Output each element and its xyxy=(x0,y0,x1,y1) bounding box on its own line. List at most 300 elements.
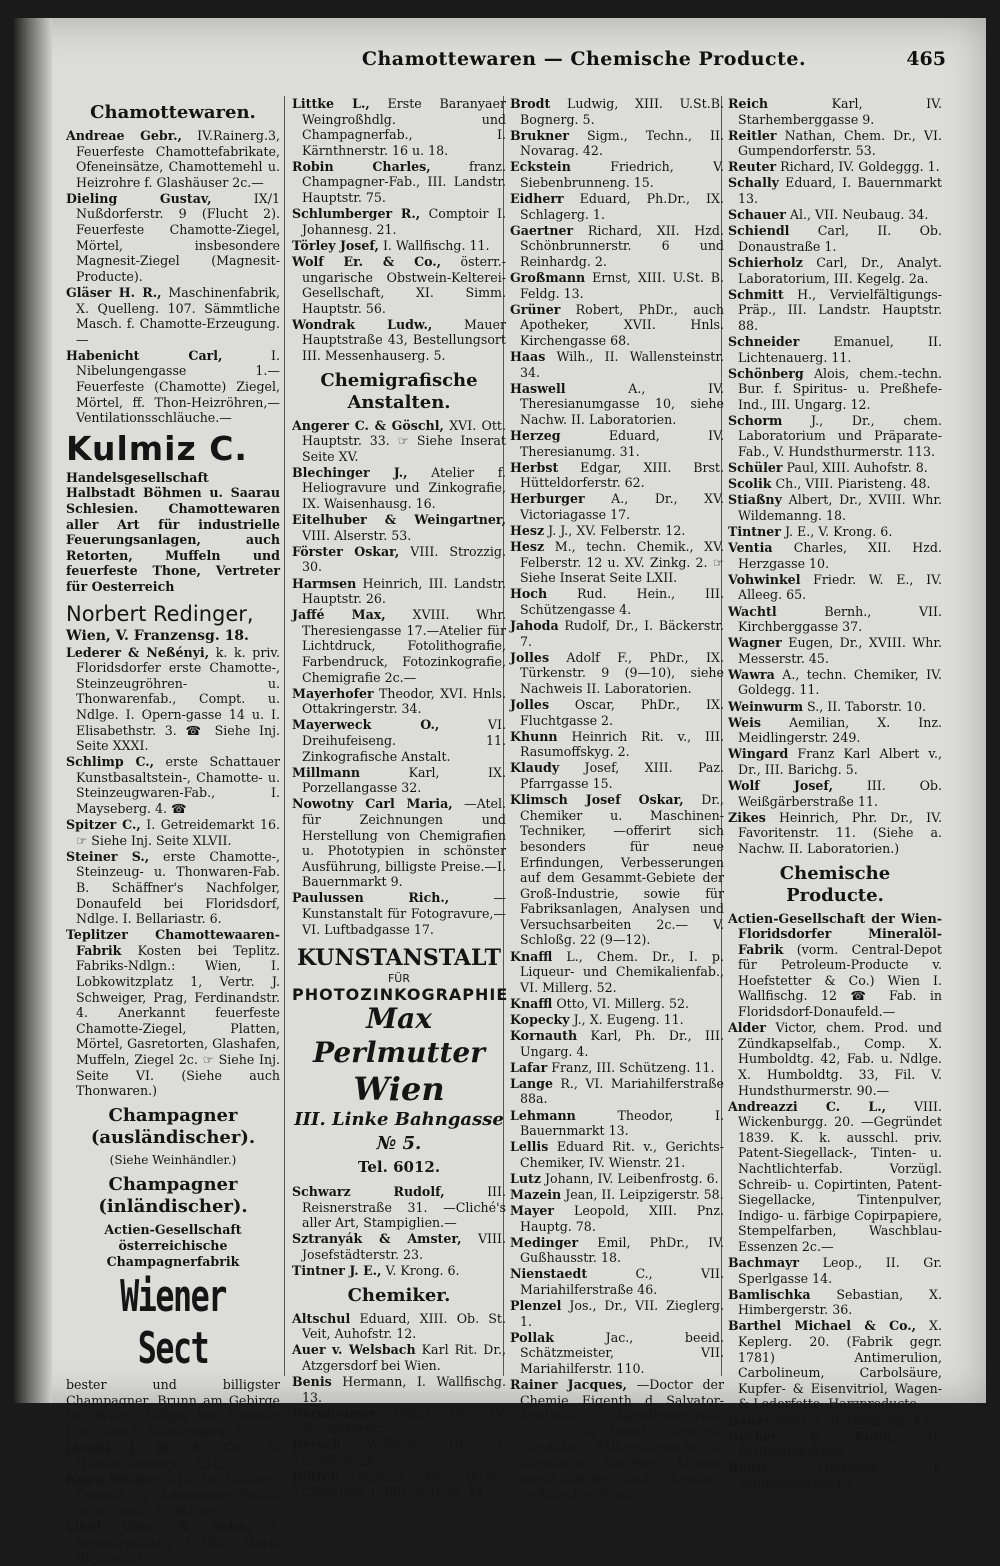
entry-text: Charles, XII. Hzd. Herzgasse 10. xyxy=(738,540,942,571)
entry-text: Eduard, Ph.Dr., IX. Schlagerg. 1. xyxy=(520,191,724,222)
entry-text: Kosten bei Teplitz. Fabriks-Ndlgn.: Wien, I. Lobkowitzplatz 1, Vertr. J. Schweiger, Prag, Ferdinandstr. 4. Anerkannt feuerfeste Chamotte-Ziegel, Platten, Mörtel, Gasretorten, Glashafen, Muffeln, Ziegel 2c. ☞ Siehe Inj. Seite VI. (Siehe auch Thonwaren.) xyxy=(76,942,280,1099)
entry-name: Weis xyxy=(728,714,762,730)
entry-text: A., techn. Chemiker, IV. Goldegg. 11. xyxy=(738,666,942,698)
entry-list xyxy=(66,128,280,426)
directory-entry xyxy=(292,686,506,717)
entry-name: Nienstaedt xyxy=(510,1266,588,1282)
entry-name: Mayer xyxy=(510,1203,555,1219)
entry-name: Bachmayr xyxy=(728,1255,800,1271)
directory-entry xyxy=(292,1374,506,1405)
entry-text: V. Krong. 6. xyxy=(381,1262,460,1278)
entry-name: Bauer xyxy=(728,1412,771,1428)
entry-name: Gaertner xyxy=(510,222,574,238)
directory-entry xyxy=(510,1139,724,1170)
entry-name: Schlimp C., xyxy=(66,754,155,770)
directory-entry xyxy=(510,523,724,539)
entry-text: Josef, XIII. Paz. Pfarrgasse 15. xyxy=(520,760,724,792)
directory-entry xyxy=(510,1298,724,1329)
entry-name: Jolles xyxy=(510,697,550,713)
directory-entry xyxy=(66,927,280,1099)
directory-entry xyxy=(292,1311,506,1342)
entry-text: Hermann, I. Wallfischgasse 13. xyxy=(738,1460,942,1491)
entry-name: Brodt xyxy=(510,96,551,111)
entry-name: Blechinger J., xyxy=(292,464,408,480)
entry-text: XVI. Ott. Hauptstr. 33. ☞ Siehe Inserat Seite XV. xyxy=(302,417,506,464)
directory-entry xyxy=(510,223,724,270)
directory-entry xyxy=(728,1318,942,1412)
page-header: Chamottewaren — Chemische Producte. xyxy=(361,48,807,70)
entry-text: VIII. Alserstr. 53. xyxy=(302,527,412,543)
entry-text: J. J., XV. Felberstr. 12. xyxy=(544,523,686,539)
directory-entry xyxy=(292,796,506,890)
directory-entry xyxy=(292,254,506,316)
entry-name: Habenicht Carl, xyxy=(66,347,223,363)
entry-name: Törley Josef, xyxy=(292,237,379,253)
entry-text: Rud. Hein., III. Schützengasse 4. xyxy=(520,586,724,617)
entry-text: Emanuel, II. Lichtenauerg. 11. xyxy=(738,333,942,365)
entry-text: J., X. Eugeng. 11. xyxy=(569,1011,684,1027)
directory-entry xyxy=(66,645,280,754)
entry-list xyxy=(292,1184,506,1279)
entry-name: Barthel Michael & Co., xyxy=(728,1318,917,1334)
entry-text: Eugen, Dr., XVIII. Whr. Messerstr. 45. xyxy=(738,635,942,666)
entry-text: C., VII. Mariahilferstraße 46. xyxy=(520,1266,724,1298)
entry-text: Hermann, I. Wallfischg. 13. xyxy=(302,1373,506,1405)
entry-name: Lutz xyxy=(510,1170,541,1186)
entry-name: Sztranyák & Amster, xyxy=(292,1231,462,1247)
entry-name: Plenzel xyxy=(510,1298,562,1314)
entry-list xyxy=(728,96,942,857)
directory-entry xyxy=(728,572,942,603)
entry-name: Ventia xyxy=(728,540,773,556)
entry-text: IX/1 Nußdorferstr. 9 (Flucht 2). Feuerfeste Chamotte-Ziegel, Mörtel, insbesondere Magnesit-Ziegel (Magnesit-Producte). xyxy=(76,190,280,284)
entry-name: Kopecky xyxy=(510,1011,570,1027)
directory-entry xyxy=(510,302,724,349)
directory-entry xyxy=(510,1187,724,1203)
entry-text: —Doctor der Chemie, Eigenth. d. Salvator-Apotheke, I. Kärnthnerstraße 22, k. k. beeid. Gerichts-Chemiker. Mikroskopische u. chemische Analysen, Lösung medicinischer und chemisch technischer Fragen.— xyxy=(520,1377,724,1502)
entry-name: Wachtl xyxy=(728,603,777,619)
entry-text: Karl, IV. Starhemberggasse 9. xyxy=(738,96,942,127)
directory-entry xyxy=(510,586,724,617)
kulmiz-text: Handelsgesellschaft Halbstadt Böhmen u. Saarau Schlesien. Chamottewaren aller Art für industrielle Feuerungsanlagen, auch Retorten, Muffeln und feuerfeste Thone, Vertreter für Oesterreich xyxy=(66,469,280,594)
entry-name: Großmann xyxy=(510,270,586,286)
directory-entry xyxy=(728,223,942,254)
entry-text: XIX. Ob Döbling, Donaug. 1. Champagner-Fabrik unter franz. Principien. xyxy=(76,1471,281,1518)
entry-text: Theodor, I. Bauernmarkt 13. xyxy=(520,1107,724,1139)
directory-entry xyxy=(510,1377,724,1502)
directory-entry xyxy=(510,1028,724,1059)
entry-name: Grüner xyxy=(510,301,561,317)
directory-entry xyxy=(510,650,724,697)
entry-list xyxy=(292,418,506,938)
entry-name: Reitler xyxy=(728,127,777,143)
actien-text: Actien-Gesellschaft österreichische Champagnerfabrik xyxy=(104,1222,242,1269)
directory-entry xyxy=(66,348,280,426)
entry-text: Albert, Dr., XVIII. Whr. Wildemanng. 18. xyxy=(738,492,942,523)
entry-name: Schierholz xyxy=(728,254,803,270)
entry-text: Atelier f. Heliogravure und Zinkografie, IX. Waisenhausg. 16. xyxy=(302,464,506,512)
entry-text: J., Dr., chem. Laboratorium und Präparate-Fab., V. Hundsthurmerstr. 113. xyxy=(738,412,942,460)
entry-name: Steiner S., xyxy=(66,848,150,864)
entry-text: Sigm., Techn., II. Novarag. 42. xyxy=(520,127,724,159)
directory-entry xyxy=(292,206,506,237)
entry-name: Jolles xyxy=(510,649,550,665)
directory-entry xyxy=(292,717,506,764)
entry-list xyxy=(510,96,724,1502)
entry-name: Angerer C. & Göschl, xyxy=(292,417,444,433)
entry-name: Liebl Vinc. & Sohn, xyxy=(66,1518,251,1534)
entry-name: Kornauth xyxy=(510,1028,578,1044)
entry-text: Carl, Dr., Analyt. Laboratorium, III. Kegelg. 2a. xyxy=(738,254,942,286)
directory-entry xyxy=(66,849,280,927)
entry-name: Haswell xyxy=(510,380,566,396)
entry-name: Tintner xyxy=(728,524,781,540)
entry-text: Robert, PhDr., auch Apotheker, XVII. Hnls. Kirchengasse 68. xyxy=(520,301,724,348)
entry-text: Paul, XIII. Auhofstr. 8. xyxy=(782,460,928,476)
entry-text: Comptoir I. Johannesg. 21. xyxy=(302,206,506,237)
entry-text: H., Vervielfältigungs-Präp., III. Landstr. Hauptstr. 88. xyxy=(738,286,942,333)
directory-entry xyxy=(66,817,280,848)
entry-list xyxy=(728,911,942,1492)
entry-text: Nathan, Chem. Dr., VI. Gumpendorferstr. 53. xyxy=(738,127,942,159)
entry-text: Wilhelm, Dr., I. Giselastraße 5. xyxy=(302,1437,506,1468)
directory-entry xyxy=(510,792,724,948)
directory-entry xyxy=(66,128,280,190)
entry-text: Karl, IX. Porzellangasse 32. xyxy=(302,764,506,796)
directory-entry xyxy=(510,460,724,491)
directory-entry xyxy=(510,128,724,159)
entry-name: Alder xyxy=(728,1020,767,1036)
directory-entry xyxy=(510,270,724,301)
directory-entry xyxy=(292,512,506,543)
entry-name: Schauer xyxy=(728,207,786,223)
entry-name: Hoch xyxy=(510,586,548,602)
directory-entry xyxy=(510,697,724,728)
book-spine xyxy=(14,18,52,1403)
entry-text: Friedrich, V. Siebenbrunneng. 15. xyxy=(520,159,724,190)
directory-entry xyxy=(728,524,942,540)
directory-entry xyxy=(728,334,942,365)
entry-text: Richard, IV. Goldeggg. 1. xyxy=(776,159,940,175)
entry-text: VIII. Josefstädterstr. 23. xyxy=(302,1231,506,1262)
entry-text: I. Wallfischg. 11. xyxy=(378,237,490,253)
entry-text: Jean, II. Leipzigerstr. 58. xyxy=(561,1186,724,1202)
entry-text: erste Schattauer Kunstbasaltstein-, Chamotte- u. Steinzeugwaren-Fab., I. Mayseberg. 4. ☎ xyxy=(76,754,280,816)
entry-name: Jaffé Max, xyxy=(292,607,386,623)
directory-entry xyxy=(728,413,942,460)
entry-name: Herbst xyxy=(510,459,559,475)
ad-line-kunstanstalt: KUNSTANSTALT xyxy=(296,945,502,972)
entry-name: Andreae Gebr., xyxy=(66,128,182,143)
directory-entry xyxy=(292,238,506,254)
directory-entry xyxy=(66,191,280,285)
entry-name: Actien-Gesellschaft der Wien-Floridsdorfer Mineralöl-Fabrik xyxy=(728,910,942,957)
directory-entry xyxy=(292,465,506,512)
entry-text: Carl, II. Ob. Donaustraße 1. xyxy=(738,223,942,254)
entry-text: Theodor, XVI. Hnls. Ottakringerstr. 34. xyxy=(302,685,506,717)
entry-text: Friedr. W. E., IV. Alleeg. 65. xyxy=(738,571,942,603)
entry-text: Ch., VIII. Piaristeng. 48. xyxy=(771,476,931,492)
entry-text: Josef, X. Rothenhofg. 43. xyxy=(770,1412,933,1428)
wiener-sect-title: Wiener Sect xyxy=(120,1271,226,1375)
entry-name: Knaffl xyxy=(510,948,553,964)
entry-text: Otto, VI. Millerg. 52. xyxy=(552,995,689,1011)
directory-entry xyxy=(728,911,942,1020)
entry-name: Schiendl xyxy=(728,223,790,239)
entry-name: Wolf Josef, xyxy=(728,778,833,794)
redinger-name: Norbert Redinger, xyxy=(66,601,254,626)
entry-name: Wolf Er. & Co., xyxy=(292,253,442,269)
entry-text: Oscar, PhDr., IX. Fluchtgasse 2. xyxy=(520,697,724,728)
directory-entry xyxy=(728,96,942,127)
directory-entry xyxy=(292,317,506,364)
directory-entry xyxy=(728,1099,942,1255)
directory-entry xyxy=(728,175,942,206)
entry-text: Heinrich Rit. v., III. Rasumoffskyg. 2. xyxy=(520,728,724,760)
directory-entry xyxy=(510,539,724,586)
directory-entry xyxy=(728,1460,942,1491)
entry-text: Johann, IV. Leibenfrostg. 6. xyxy=(540,1170,719,1186)
directory-entry xyxy=(510,191,724,222)
directory-entry xyxy=(728,1020,942,1098)
entry-text: VIII. Wickenburgg. 20. —Gegründet 1839. K. k. ausschl. priv. Patent-Siegellack-, Tinten- u. Nachtlichterfab. Vorzügl. Schreib- u. Copirtinten, Patent-Siegellacke, Tintenpulver, Indigo- u. färbige Copirpapiere, Stempelfarben, Waschblau-Essenzen 2c.— xyxy=(738,1098,942,1254)
wiener-sect-text: bester und billigster Champagner, Brunn am Gebirge bei Wien.—Ndlge. bei Theodor Etti, Wien I. Akademiestr. 1. xyxy=(66,1377,280,1439)
entry-text: A., Dr., XV. Victoriagasse 17. xyxy=(520,491,724,522)
entry-name: Wawra xyxy=(728,666,775,682)
directory-entry xyxy=(66,1472,280,1519)
entry-name: Teplitzer Chamottewaaren-Fabrik xyxy=(66,927,280,958)
entry-name: Hesz xyxy=(510,539,545,555)
directory-entry xyxy=(728,492,942,523)
entry-name: Lederer & Neßényi, xyxy=(66,644,210,660)
directory-entry xyxy=(292,544,506,575)
entry-name: Medinger xyxy=(510,1234,579,1250)
directory-entry xyxy=(292,1263,506,1279)
entry-name: Gläser H. R., xyxy=(66,284,162,300)
directory-entry xyxy=(510,996,724,1012)
column-4 xyxy=(728,96,942,1492)
entry-text: Oskar, Dr., IV. Technikerstr. 5. xyxy=(302,1405,506,1437)
entry-name: Herzeg xyxy=(510,427,561,443)
entry-text: Franz Karl Albert v., Dr., III. Barichg. 5. xyxy=(738,746,942,777)
entry-name: Schorm xyxy=(728,412,783,428)
entry-text: Bernh., VII. Kirchberggasse 37. xyxy=(738,603,942,635)
entry-text: Rudolf, Dr., I. Bäckerstr. 7. xyxy=(520,618,724,649)
entry-name: Khunn xyxy=(510,728,558,744)
entry-name: Becker & Kohn, xyxy=(728,1428,896,1444)
entry-text: III. Reisnerstraße 31. —Cliché's aller Art, Stampiglien.— xyxy=(302,1183,507,1231)
directory-entry xyxy=(510,1108,724,1139)
entry-name: Rainer Jacques, xyxy=(510,1377,627,1393)
entry-name: Wagner xyxy=(728,635,782,651)
directory-page xyxy=(14,18,986,1566)
entry-text: —Atel. für Zeichnungen und Herstellung von Chemigrafien u. Phototypien in schönster Ausführung, billigste Preise.—I. Bauernmarkt 9. xyxy=(302,796,506,890)
entry-name: Pollak xyxy=(510,1329,554,1345)
entry-text: X. Keplerg. 20. (Fabrik gegr. 1781) Antimerulion, Carbolineum, Carbolsäure, Kupfer- & Eisenvitriol, Wagen- & Lederfette, Harzproducte. xyxy=(738,1318,942,1412)
entry-name: Schneider xyxy=(728,333,800,349)
directory-entry xyxy=(510,1060,724,1076)
entry-name: Scolik xyxy=(728,476,772,492)
entry-text: Al., VII. Neubaug. 34. xyxy=(785,207,929,223)
section-heading: Chemische Producte. xyxy=(779,862,891,906)
section-heading: Chamottewaren. xyxy=(90,102,256,123)
directory-entry xyxy=(510,159,724,190)
entry-text: IV.Rainerg.3, Feuerfeste Chamottefabrikate, Ofeneinsätze, Chamottemehl u. Heizrohre f. Glashäuser 2c.— xyxy=(76,128,280,190)
entry-text: S., II. Taborstr. 10. xyxy=(803,698,926,714)
section-heading: Champagner (ausländischer). xyxy=(90,1104,256,1148)
redinger-address: Wien, V. Franzensg. 18. xyxy=(66,627,249,644)
entry-name: Haas xyxy=(510,349,546,364)
entry-name: Schlumberger R., xyxy=(292,206,421,222)
directory-entry xyxy=(728,366,942,413)
entry-text: Eduard Rit. v., Gerichts-Chemiker, IV. Wienstr. 21. xyxy=(520,1139,724,1170)
ad-line-photozinkographie: PHOTOZINKOGRAPHIE xyxy=(292,984,509,1004)
entry-name: Knaffl xyxy=(510,995,553,1011)
directory-entry xyxy=(510,1330,724,1377)
directory-entry xyxy=(728,778,942,809)
ad-brand: Max Perlmutter xyxy=(313,1002,485,1070)
directory-entry xyxy=(510,428,724,459)
directory-entry xyxy=(728,159,942,175)
entry-name: Wondrak Ludw., xyxy=(292,316,433,332)
entry-name: Vohwinkel xyxy=(728,571,801,587)
entry-text: Jac., beeid. Schätzmeister, VII. Mariahilferstr. 110. xyxy=(520,1329,724,1376)
entry-name: Altschul xyxy=(292,1310,351,1326)
directory-entry xyxy=(728,128,942,159)
entry-text: I. Nibelungengasse 1.—Feuerfeste (Chamotte) Ziegel, Mörtel, ff. Thon-Heizröhren,—Ventilationsschläuche.— xyxy=(76,347,280,426)
entry-text: A., IV. Theresianumgasse 10, siehe Nachw. II. Laboratorien. xyxy=(520,380,724,427)
entry-name: Mazein xyxy=(510,1186,562,1202)
entry-name: Zikes xyxy=(728,809,766,825)
ad-telephone: Tel. 6012. xyxy=(357,1158,441,1177)
entry-text: Adolf F., PhDr., IX. Türkenstr. 9 (9—10), siehe Nachweis II. Laboratorien. xyxy=(520,649,724,696)
directory-entry xyxy=(292,1231,506,1262)
entry-name: Robin Charles, xyxy=(292,158,431,174)
entry-name: Schüler xyxy=(728,460,783,476)
section-heading: Champagner (inländischer). xyxy=(98,1174,248,1218)
directory-entry xyxy=(292,890,506,937)
entry-name: Reich xyxy=(728,96,769,111)
directory-entry xyxy=(510,1266,724,1297)
entry-text: Ludwig, XIII. U.St.B. Bognerg. 5. xyxy=(520,96,724,127)
entry-name: Spitzer C., xyxy=(66,817,141,833)
directory-entry xyxy=(510,491,724,522)
entry-text: Aemilian, X. Inz. Meidlingerstr. 249. xyxy=(738,714,942,746)
entry-name: Brukner xyxy=(510,127,569,143)
directory-entry xyxy=(292,418,506,465)
entry-name: Mayerhofer xyxy=(292,685,374,701)
entry-name: Auer v. Welsbach xyxy=(292,1342,416,1358)
directory-entry xyxy=(292,1342,506,1373)
directory-entry xyxy=(728,476,942,492)
entry-text: Mauer Hauptstraße 43, Bestellungsort III. Messenhauserg. 5. xyxy=(302,316,506,363)
entry-text: I. Jasomirgottstr. 7 (Inh. Moriz Raymann). xyxy=(76,1518,281,1566)
directory-entry xyxy=(66,1519,280,1566)
section-note: (Siehe Weinhändler.) xyxy=(109,1152,237,1167)
entry-text: Leop., II. Gr. Sperlgasse 14. xyxy=(738,1255,942,1286)
entry-text: franz. Champagner-Fab., III. Landstr. Hauptstr. 75. xyxy=(302,158,506,206)
directory-entry xyxy=(292,1184,506,1231)
entry-name: Dieling Gustav, xyxy=(66,190,212,206)
entry-text: Erste Baranyaer Weingroßhdlg. und Champagnerfab., I. Kärnthnerstr. 16 u. 18. xyxy=(302,96,506,158)
entry-name: Benis xyxy=(728,1460,768,1476)
entry-name: Bersch xyxy=(292,1437,342,1453)
directory-entry xyxy=(510,381,724,428)
entry-text: R., VI. Mariahilferstraße 88a. xyxy=(520,1075,724,1107)
entry-list xyxy=(292,1311,506,1501)
entry-text: k. k. priv. Floridsdorfer erste Chamotte-, Steinzeugröhren- u. Thonwarenfab., Compt. u. Ndlge. I. Opern-gasse 14 u. I. Elisabethstr. 3. ☎ Siehe Inj. Seite XXXI. xyxy=(76,644,280,754)
entry-name: Lehmann xyxy=(510,1107,576,1123)
entry-name: Bamlischka xyxy=(728,1286,811,1302)
directory-entry xyxy=(728,287,942,334)
perlmutter-advertisement xyxy=(292,945,509,1177)
entry-text: (vorm. Central-Depot für Petroleum-Producte v. Hoefstetter & Co.) Wien I. Wallfischg. 12 ☎ Fab. in Floridsdorf-Donaufeld.— xyxy=(738,941,942,1020)
column-3 xyxy=(510,96,724,1502)
directory-entry xyxy=(510,618,724,649)
entry-text: Emil, PhDr., IV. Gußhausstr. 18. xyxy=(520,1234,724,1266)
entry-name: Tintner J. E., xyxy=(292,1262,382,1278)
column-1 xyxy=(66,96,280,1566)
entry-name: Nowotny Carl Maria, xyxy=(292,796,453,812)
entry-name: Eidherr xyxy=(510,191,564,207)
entry-text: Karl Rit. Dr., Atzgersdorf bei Wien. xyxy=(302,1342,506,1373)
directory-entry xyxy=(510,729,724,760)
directory-entry xyxy=(292,1469,506,1500)
entry-name: Jahoda xyxy=(510,618,559,634)
entry-name: Schwarz Rudolf, xyxy=(292,1183,445,1199)
entry-name: Schally xyxy=(728,175,779,191)
entry-name: Lellis xyxy=(510,1139,549,1155)
entry-name: Klaudy xyxy=(510,760,560,776)
kulmiz-name: Kulmiz C. xyxy=(66,428,248,468)
entry-text: Maschinenfabrik, X. Quelleng. 107. Sämmtliche Masch. f. Chamotte-Erzeugung.— xyxy=(76,284,280,347)
directory-entry xyxy=(510,1171,724,1187)
entry-name: Reuter xyxy=(728,159,777,175)
entry-text: österr.-ungarische Obstwein-Kelterei-Gesellschaft, XI. Simm. Hauptstr. 56. xyxy=(302,253,506,316)
entry-text: Jos., Dr., VII. Zieglerg. 1. xyxy=(520,1298,724,1329)
directory-entry xyxy=(66,1440,280,1471)
directory-entry xyxy=(292,159,506,206)
entry-name: Lafar xyxy=(510,1059,548,1075)
entry-text: J. E., V. Krong. 6. xyxy=(780,524,893,540)
directory-entry xyxy=(292,607,506,685)
entry-text: Eduard, XIII. Ob. St. Veit, Auhofstr. 12. xyxy=(302,1310,506,1342)
entry-name: Paulussen Rich., xyxy=(292,890,450,906)
directory-entry xyxy=(66,285,280,347)
column-2 xyxy=(292,96,509,1501)
entry-text: Konrad, Dr., techn. Chemiker, I. Elisabethstr. 14. xyxy=(302,1468,506,1500)
directory-entry xyxy=(728,1413,942,1429)
entry-text: Victor, chem. Prod. und Zündkapselfab., Comp. X. Humboldtg. 42, Fab. u. Ndlge. X. Humboldtg. 33, Fil. V. Hundsthurmerstr. 90.— xyxy=(738,1020,942,1098)
entry-text: L., Chem. Dr., I. p. Liqueur- und Chemikalienfab., VI. Millerg. 52. xyxy=(520,948,724,995)
directory-entry xyxy=(292,1406,506,1437)
directory-entry xyxy=(728,1429,942,1460)
entry-name: Stiaßny xyxy=(728,492,782,508)
entry-name: Eckstein xyxy=(510,159,571,175)
entry-name: Littke L., xyxy=(292,96,370,111)
entry-list xyxy=(292,96,506,364)
entry-text: V. Hundsthurmerstr. 131. xyxy=(76,1440,280,1471)
entry-text: Heinrich, III. Landstr. Hauptstr. 26. xyxy=(302,575,506,607)
entry-text: I. Getreidemarkt 16. ☞ Siehe Inj. Seite XLVII. xyxy=(76,817,280,848)
entry-name: Eitelhuber & Weingartner, xyxy=(292,512,506,528)
entry-name: Lange xyxy=(510,1075,553,1091)
ad-address: III. Linke Bahngasse № 5. xyxy=(294,1109,504,1155)
directory-entry xyxy=(510,1076,724,1107)
entry-text: Wilh., II. Wallensteinstr. 34. xyxy=(520,349,724,380)
entry-name: Andreazzi C. L., xyxy=(728,1098,887,1114)
directory-entry xyxy=(728,810,942,857)
